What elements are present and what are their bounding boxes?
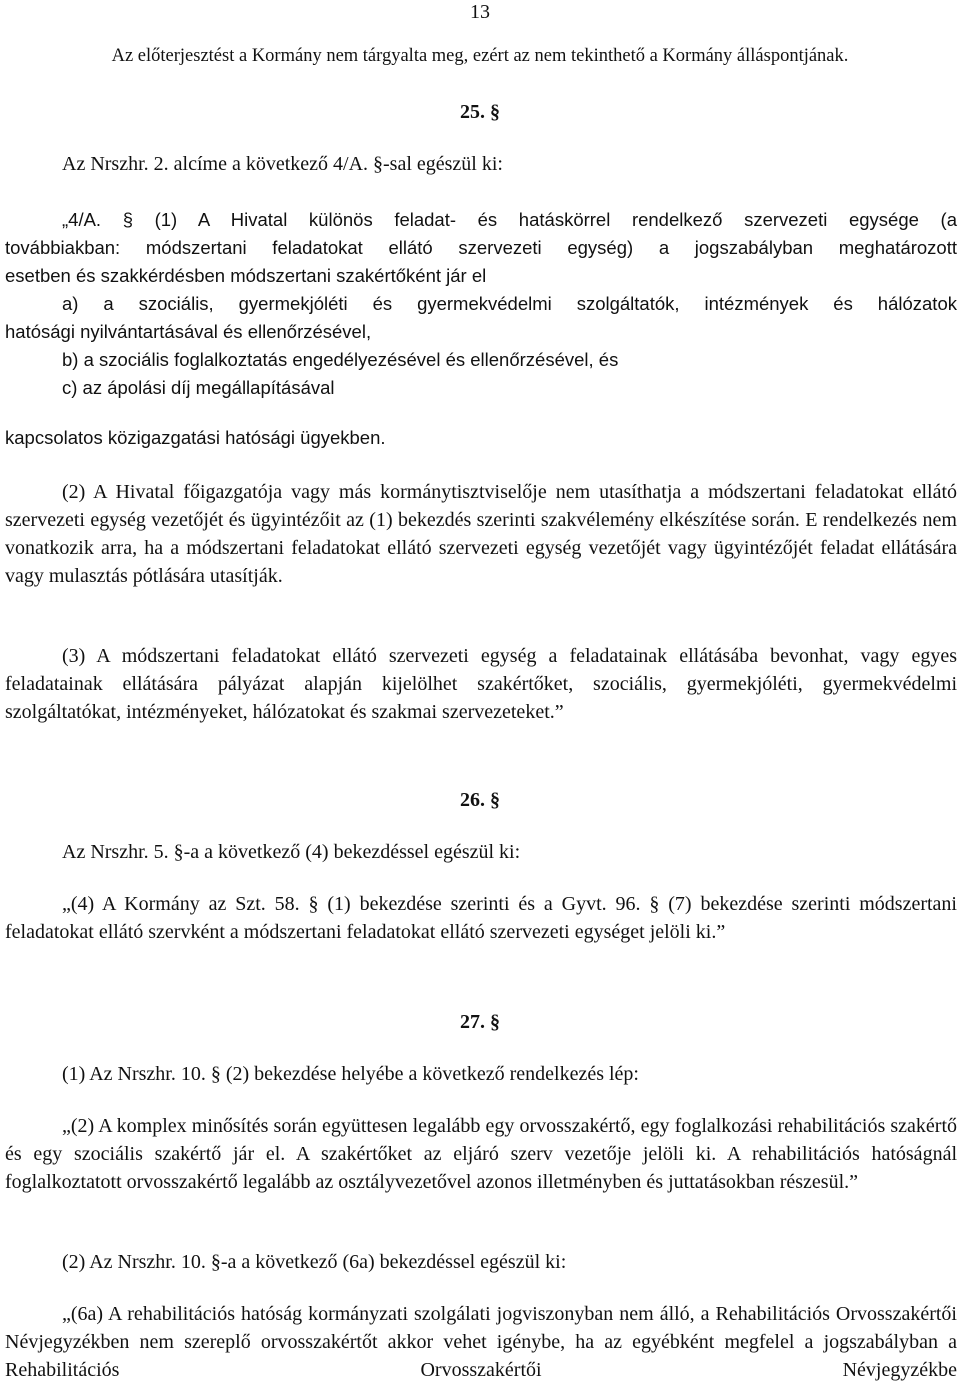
disclaimer-header: Az előterjesztést a Kormány nem tárgyalta meg, ezért az nem tekinthető a Kormány álláspontjának. — [111, 46, 849, 66]
section-27-para-2: „(6a) A rehabilitációs hatóság kormányzati szolgálati jogviszonyban nem álló, a Rehabilitációs Orvosszakértői Névjegyzékben nem szereplő orvosszakértőt akkor vehet igénybe, ha az egyébként megfelel a jogszabályban a Rehabilitációs Orvosszakértői Névjegyzékbe — [5, 1303, 957, 1381]
item-a — [5, 290, 957, 346]
section-27-intro-2: (2) Az Nrszhr. 10. §-a a következő (6a) bekezdéssel egészül ki: — [62, 1251, 567, 1273]
item-a-line-2: hatósági nyilvántartásával és ellenőrzésével, — [5, 321, 372, 342]
section-27-intro-1: (1) Az Nrszhr. 10. § (2) bekezdése helyébe a következő rendelkezés lép: — [62, 1063, 639, 1085]
section-27-para-1: „(2) A komplex minősítés során együttesen legalább egy orvosszakértő, egy foglalkozási rehabilitációs szakértő és egy szociális szakértő jár el. A szakértőket az eljáró szerv vezetője jelöli ki. A rehabilitációs hatóságnál foglalkoztatott orvosszakértő legalább az osztályvezetővel azonos illetményben és juttatásokban részesül.” — [5, 1115, 957, 1193]
section-25-intro: Az Nrszhr. 2. alcíme a következő 4/A. §-sal egészül ki: — [62, 153, 503, 175]
para-1-line-1: „4/A. § (1) A Hivatal különös feladat- és hatáskörrel rendelkező szervezeti egysége (a — [62, 209, 957, 230]
item-b: b) a szociális foglalkoztatás engedélyezésével és ellenőrzésével, és — [62, 349, 619, 370]
section-26-para-1: „(4) A Kormány az Szt. 58. § (1) bekezdése szerinti és a Gyvt. 96. § (7) bekezdése szerinti módszertani feladatokat ellátó szervként a módszertani feladatokat ellátó szervezeti egységet jelöli ki.” — [5, 893, 957, 943]
section-26-title: 26. § — [460, 789, 500, 811]
para-1-line-3: esetben és szakkérdésben módszertani szakértőként jár el — [5, 265, 487, 286]
section-25-para-1 — [5, 206, 957, 290]
section-25-title: 25. § — [460, 101, 500, 123]
section-25-para-2: (2) A Hivatal főigazgatója vagy más kormánytisztviselője nem utasíthatja a módszertani feladatokat ellátó szervezeti egység vezetőjét és ügyintézőit az (1) bekezdés szerinti szakvélemény elkészítése során. E rendelkezés nem vonatkozik arra, ha a módszertani feladatokat ellátó szervezeti egység vezetőjét vagy ügyintézőjét feladat ellátására vagy mulasztás pótlására utasítják. — [5, 481, 957, 587]
section-27-title: 27. § — [460, 1011, 500, 1033]
section-26-intro: Az Nrszhr. 5. §-a a következő (4) bekezdéssel egészül ki: — [62, 841, 521, 863]
item-c: c) az ápolási díj megállapításával — [62, 377, 335, 398]
para-1-line-2: továbbiakban: módszertani feladatokat ellátó szervezeti egység) a jogszabályban meghatározott — [5, 237, 957, 258]
page-number: 13 — [470, 1, 490, 23]
section-25-closing: kapcsolatos közigazgatási hatósági ügyekben. — [5, 427, 386, 448]
section-25-para-3: (3) A módszertani feladatokat ellátó szervezeti egység a feladatainak ellátásába bevonhat, vagy egyes feladatainak ellátására pályázat alapján kijelölhet szakértőket, szociális, gyermekjóléti, gyermekvédelmi szolgáltatókat, intézményeket, hálózatokat és szakmai szervezeteket.” — [5, 645, 957, 723]
item-a-line-1: a) a szociális, gyermekjóléti és gyermekvédelmi szolgáltatók, intézmények és hálózatok — [62, 293, 957, 314]
